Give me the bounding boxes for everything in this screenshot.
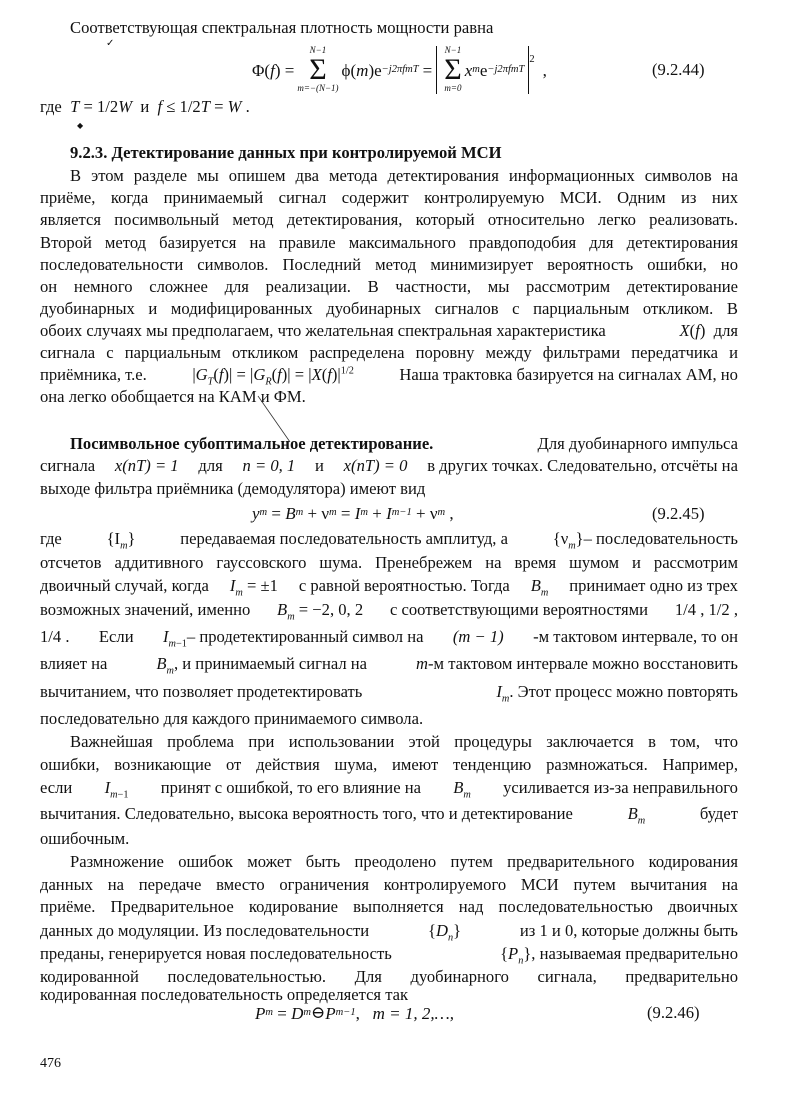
eq45-y: y — [252, 503, 260, 523]
p3-line-7: вычитанием, что позволяет продетектировать $I_m$. Этот процесс можно повторять — [40, 682, 738, 705]
eq44-x-sub: m — [472, 64, 480, 75]
where-W: W — [118, 97, 133, 116]
p3-line-4: возможных значений, именно $B_m = -2$, 0, 2 с соответствующими вероятностями 1/4 , 1/2 , — [40, 600, 738, 623]
p1-GR-sub: R — [265, 376, 272, 388]
p1-GR: G — [253, 365, 266, 384]
where-T2: T — [200, 97, 210, 116]
p1-line-7: дуобинарных и модифицированных дуобинарных сигналов с парциальным откликом. В — [40, 299, 738, 318]
p4-line-3: если $I_{m-1}$ принят с ошибкой, то его влияние на $B_m$ усиливается из-за неправильного — [40, 778, 738, 801]
p1-line-6: он немного сложнее для реализации. В частности, мы рассмотрим детектирование — [40, 277, 738, 296]
p4-line-2: ошибки, возникающие от действия шума, имеют тенденцию размножаться. Например, — [40, 755, 738, 774]
p5-line-7: кодированная последовательность определяется так — [40, 985, 409, 1004]
p2-line-1-rest: Для дуобинарного импульса — [537, 434, 738, 453]
p2-and: и — [315, 456, 324, 475]
eq44-sum2-lower: m=0 — [444, 83, 462, 94]
p5-line-4: данных до модуляции. Из последовательности $\{D_n\}$ из 1 и 0, которые должны быть — [40, 921, 738, 944]
p2-for: для — [198, 456, 223, 475]
p1-X: X — [679, 321, 690, 340]
p3-line-1: где $\{I_m\}$ передаваемая последовательность амплитуд, а $\{\nu_m\}-$ последовательность — [40, 529, 738, 552]
p1-line-9: сигнала с парциальным откликом распределена поровну между фильтрами передатчика и — [40, 343, 738, 362]
p1-GT-sub: T — [207, 376, 214, 388]
eq44-exp1: −j2πfmT — [381, 64, 419, 75]
p2-xT: x(nT) = 0 — [343, 456, 408, 475]
p1-line-10-rest: Наша трактовка базируется на сигналах АМ, но — [399, 365, 738, 384]
where-le: ≤ 1/2 — [162, 97, 201, 116]
equation-number-9-2-44: (9.2.44) — [652, 60, 705, 79]
eq44-comma: , — [542, 60, 547, 80]
eq44-phi-close: )e — [368, 60, 382, 80]
eq44-sum1-lower: m=−(N−1) — [297, 83, 339, 94]
eq44-abs — [436, 46, 529, 94]
p4-line-4: вычитания. Следовательно, высока вероятность того, что и детектирование $B_m$ будет — [40, 804, 738, 827]
eq44-sum2-upper: N−1 — [444, 44, 462, 55]
p3-line-2: отсчетов аддитивного гауссовского шума. Пренебрежем на время шумом и рассмотрим — [40, 553, 738, 572]
p2-signal: сигнала — [40, 456, 96, 475]
eq44-phi: ϕ( — [341, 60, 357, 80]
p1-line-8-text: обоих случаях мы предполагаем, что желательная спектральная характеристика — [40, 321, 606, 340]
p2-line-1 — [70, 436, 738, 453]
p5-line-2: данных на передаче вместо ограничения контролируемого МСИ путем вычитания на — [40, 875, 738, 894]
where-eq2: = — [209, 97, 228, 116]
where-and: и — [140, 97, 150, 116]
p3-line-3: двоичный случай, когда $I_m = \pm 1$ с равной вероятностью. Тогда $B_m$ принимает одно из трех — [40, 576, 738, 599]
p1-line-11: она легко обобщается на КАМ и ФМ. — [40, 387, 306, 406]
where-dot: . — [241, 97, 250, 116]
p1-line-2: приёме, когда принимаемый сигнал содержит контролируемую МСИ. Одним из них — [40, 188, 738, 207]
eq44-phi-m: m — [356, 60, 369, 80]
p1-GT: G — [195, 365, 208, 384]
p1-line-4: Второй метод базируется на правиле максимального правдоподобия для детектирования — [40, 233, 738, 252]
p2-nvals: n = 0, 1 — [242, 456, 296, 475]
p1-line-10 — [40, 365, 738, 388]
p1-line-8 — [40, 323, 738, 340]
equation-9-2-45: y m = B m + ν m = I m + I m−1 + ν m , — [252, 503, 454, 523]
p2-xnT: x(nT) = 1 — [114, 456, 179, 475]
eq44-exp2: −j2πfmT — [487, 64, 525, 75]
where-gde: где — [40, 97, 62, 116]
where-T: T — [70, 97, 80, 116]
p4-line-1: Важнейшая проблема при использовании этой процедуры заключается в том, что — [70, 732, 738, 751]
eq44-x: x — [464, 60, 473, 80]
p5-line-5: преданы, генерируется новая последовательность $\{P_n\}$, называемая предварительно — [40, 944, 738, 967]
equation-9-2-46: P m = D m ⊖ P m−1 , m = 1, 2,…, — [255, 1002, 454, 1023]
where-eq1: = 1/2 — [79, 97, 119, 116]
p5-line-1: Размножение ошибок может быть преодолено путем предварительного кодирования — [70, 852, 738, 871]
where-line — [40, 99, 250, 116]
p4-line-5: ошибочным. — [40, 829, 130, 848]
p2-rest: в других точках. Следовательно, отсчёты на — [427, 456, 738, 475]
p1-line-3: является посимвольный метод детектирования, который относительно легко реализовать. — [40, 210, 738, 229]
p2-line-2 — [40, 458, 738, 475]
sigma-symbol: Σ — [309, 52, 327, 86]
eq44-sum1 — [297, 46, 338, 94]
eq44-lhs-open: Φ( — [252, 60, 271, 80]
p1-half: 1/2 — [340, 365, 354, 377]
p3-line-6: влияет на $B_m$, и принимаемый сигнал на m-м тактовом интервале можно восстановить — [40, 654, 738, 677]
equation-9-2-44: Φ( f ) = N−1 Σ m=−(N−1) ϕ( m )e −j2πfmT = N−1 Σ m=0 x m e −j2πfmT $^2$ , — [252, 44, 547, 94]
eq44-sum1-upper: N−1 — [309, 44, 327, 55]
p2-heading: Посимвольное субоптимальное детектирование. — [70, 434, 434, 453]
p3-line-5: 1/4 . Если $I_{m-1}-$ продетектированный символ на (m − 1) -м тактовом интервале, то он — [40, 627, 738, 650]
p1-line-8-math: X(f) для — [679, 321, 738, 340]
sigma-symbol: Σ — [444, 52, 462, 86]
section-title: 9.2.3. Детектирование данных при контролируемой МСИ — [70, 143, 502, 162]
stray-dot: ◆ — [77, 121, 84, 130]
p5-line-6: кодированной последовательностью. Для дуобинарного сигнала, предварительно — [40, 967, 738, 986]
page-number: 476 — [40, 1056, 61, 1071]
where-f: f — [157, 97, 163, 116]
stray-mark: ✓ — [106, 38, 115, 49]
eq44-equals: = — [422, 60, 433, 80]
ominus-symbol: ⊖ — [310, 1002, 326, 1023]
eq44-sum2 — [444, 46, 461, 94]
p5-line-3: приёме. Предварительное кодирование выполняется над последовательностью двоичных — [40, 897, 738, 916]
intro-line: Соответствующая спектральная плотность мощности равна — [70, 18, 494, 37]
p1-line-10-math: $|G_T(f)| = |G_R(f)| = |X(f)|^{1/2}$ — [192, 365, 354, 388]
eq44-lhs-f: f — [270, 60, 275, 80]
p1-line-5: последовательности символов. Последний метод минимизирует вероятность ошибки, но — [40, 255, 738, 274]
p1-line-10-lead: приёмника, т.е. — [40, 365, 147, 384]
p1-f: f — [695, 321, 700, 340]
eq44-lhs-close: ) = — [274, 60, 295, 80]
p3-line-8: последовательно для каждого принимаемого символа. — [40, 709, 424, 728]
equation-number-9-2-45: (9.2.45) — [652, 504, 705, 523]
where-W2: W — [227, 97, 242, 116]
p1-dlya: для — [713, 321, 738, 340]
equation-number-9-2-46: (9.2.46) — [647, 1003, 700, 1022]
eq44-e2: e — [479, 60, 488, 80]
p1-line-1: В этом разделе мы опишем два метода детектирования информационных символов на — [70, 166, 738, 185]
p2-line-3: выходе фильтра приёмника (демодулятора) имеют вид — [40, 479, 426, 498]
